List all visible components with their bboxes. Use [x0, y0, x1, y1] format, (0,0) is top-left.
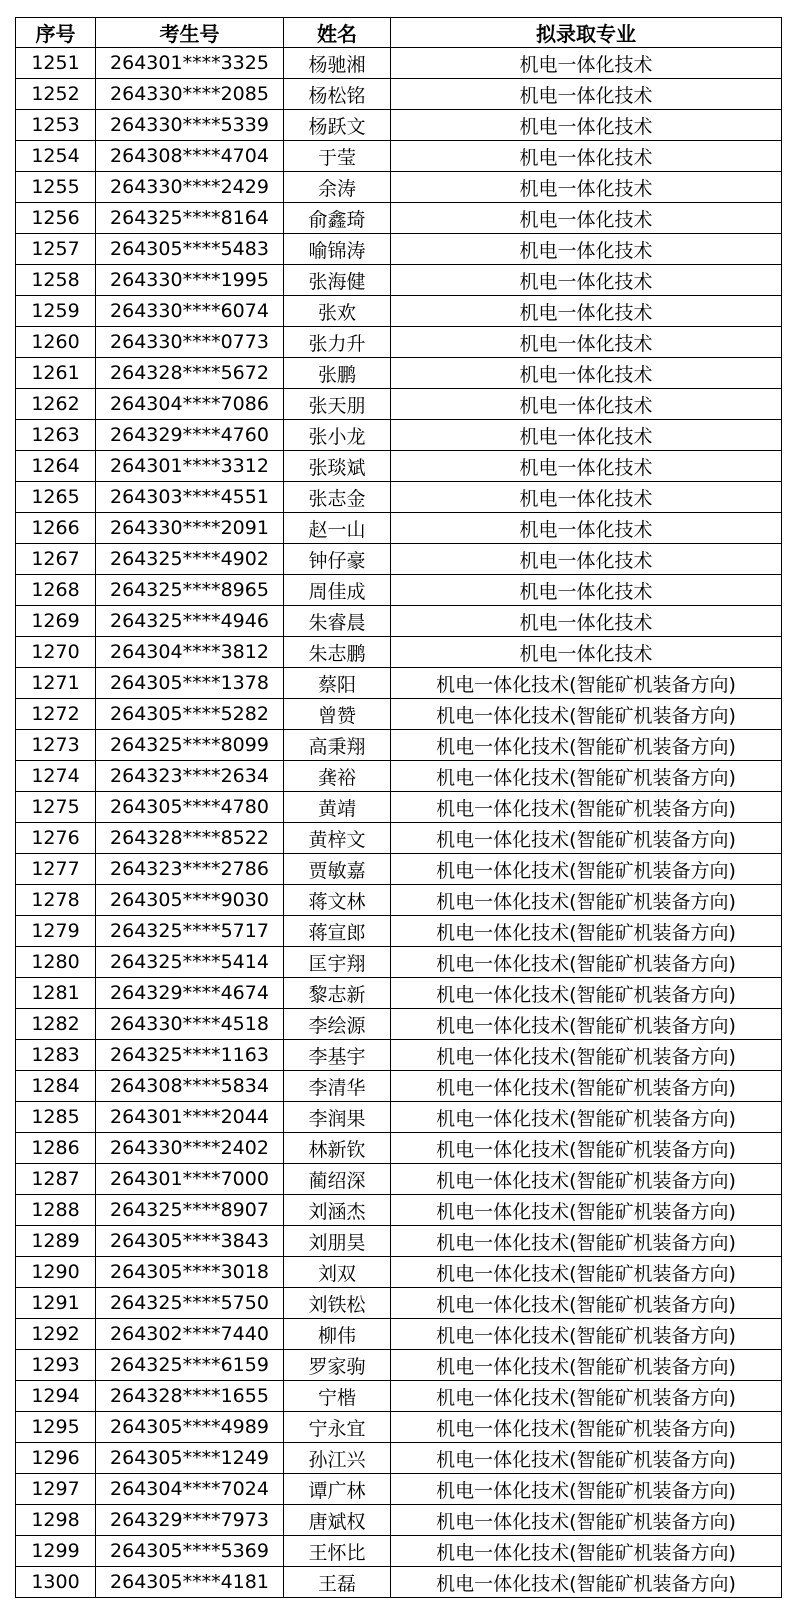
cell-name: 张欢	[284, 296, 391, 327]
cell-seq: 1266	[16, 513, 96, 544]
table-row	[16, 606, 782, 637]
header-name: 姓名	[284, 18, 391, 48]
cell-major: 机电一体化技术	[391, 110, 782, 141]
cell-seq: 1278	[16, 885, 96, 916]
table-row	[16, 1412, 782, 1443]
cell-major: 机电一体化技术	[391, 637, 782, 668]
table-row	[16, 1102, 782, 1133]
cell-exam-id: 264303****4551	[96, 482, 284, 513]
table-row	[16, 79, 782, 110]
cell-major: 机电一体化技术	[391, 420, 782, 451]
cell-seq: 1287	[16, 1164, 96, 1195]
table-row	[16, 296, 782, 327]
cell-major: 机电一体化技术(智能矿机装备方向)	[391, 1133, 782, 1164]
cell-exam-id: 264304****3812	[96, 637, 284, 668]
cell-name: 王怀比	[284, 1536, 391, 1567]
cell-exam-id: 264305****4780	[96, 792, 284, 823]
cell-seq: 1289	[16, 1226, 96, 1257]
cell-name: 张天朋	[284, 389, 391, 420]
cell-seq: 1288	[16, 1195, 96, 1226]
cell-seq: 1271	[16, 668, 96, 699]
cell-seq: 1256	[16, 203, 96, 234]
cell-major: 机电一体化技术(智能矿机装备方向)	[391, 1505, 782, 1536]
cell-major: 机电一体化技术(智能矿机装备方向)	[391, 1443, 782, 1474]
cell-seq: 1263	[16, 420, 96, 451]
admission-roster-table	[15, 17, 782, 1598]
cell-major: 机电一体化技术	[391, 327, 782, 358]
table-row	[16, 203, 782, 234]
cell-major: 机电一体化技术(智能矿机装备方向)	[391, 1195, 782, 1226]
table-row	[16, 978, 782, 1009]
cell-exam-id: 264325****8164	[96, 203, 284, 234]
table-row	[16, 482, 782, 513]
table-row	[16, 885, 782, 916]
cell-major: 机电一体化技术(智能矿机装备方向)	[391, 854, 782, 885]
cell-name: 蔺绍深	[284, 1164, 391, 1195]
cell-name: 朱志鹏	[284, 637, 391, 668]
table-row	[16, 1350, 782, 1381]
cell-seq: 1261	[16, 358, 96, 389]
cell-name: 宁永宜	[284, 1412, 391, 1443]
cell-exam-id: 264301****2044	[96, 1102, 284, 1133]
cell-exam-id: 264328****5672	[96, 358, 284, 389]
cell-exam-id: 264305****1378	[96, 668, 284, 699]
cell-seq: 1291	[16, 1288, 96, 1319]
cell-exam-id: 264305****5369	[96, 1536, 284, 1567]
cell-exam-id: 264330****2091	[96, 513, 284, 544]
cell-seq: 1293	[16, 1350, 96, 1381]
cell-seq: 1265	[16, 482, 96, 513]
cell-name: 刘铁松	[284, 1288, 391, 1319]
cell-major: 机电一体化技术(智能矿机装备方向)	[391, 1350, 782, 1381]
table-row	[16, 451, 782, 482]
cell-seq: 1296	[16, 1443, 96, 1474]
cell-major: 机电一体化技术(智能矿机装备方向)	[391, 1288, 782, 1319]
table-row	[16, 1071, 782, 1102]
cell-name: 龚裕	[284, 761, 391, 792]
cell-major: 机电一体化技术	[391, 389, 782, 420]
cell-major: 机电一体化技术(智能矿机装备方向)	[391, 730, 782, 761]
cell-exam-id: 264330****5339	[96, 110, 284, 141]
cell-name: 蒋文林	[284, 885, 391, 916]
cell-major: 机电一体化技术(智能矿机装备方向)	[391, 916, 782, 947]
cell-major: 机电一体化技术	[391, 513, 782, 544]
cell-name: 刘双	[284, 1257, 391, 1288]
table-row	[16, 1474, 782, 1505]
cell-major: 机电一体化技术(智能矿机装备方向)	[391, 1257, 782, 1288]
table-row	[16, 1195, 782, 1226]
cell-name: 黄靖	[284, 792, 391, 823]
cell-name: 刘涵杰	[284, 1195, 391, 1226]
table-row	[16, 947, 782, 978]
cell-major: 机电一体化技术(智能矿机装备方向)	[391, 1536, 782, 1567]
table-row	[16, 730, 782, 761]
cell-major: 机电一体化技术(智能矿机装备方向)	[391, 947, 782, 978]
table-row	[16, 420, 782, 451]
cell-exam-id: 264325****5750	[96, 1288, 284, 1319]
cell-seq: 1251	[16, 48, 96, 79]
table-row	[16, 389, 782, 420]
cell-name: 罗家驹	[284, 1350, 391, 1381]
table-row	[16, 327, 782, 358]
cell-seq: 1280	[16, 947, 96, 978]
table-row	[16, 1226, 782, 1257]
cell-exam-id: 264330****4518	[96, 1009, 284, 1040]
cell-major: 机电一体化技术	[391, 79, 782, 110]
cell-exam-id: 264301****7000	[96, 1164, 284, 1195]
cell-seq: 1279	[16, 916, 96, 947]
cell-exam-id: 264325****5717	[96, 916, 284, 947]
cell-seq: 1281	[16, 978, 96, 1009]
cell-exam-id: 264325****4946	[96, 606, 284, 637]
table-row	[16, 513, 782, 544]
cell-major: 机电一体化技术(智能矿机装备方向)	[391, 1102, 782, 1133]
cell-name: 喻锦涛	[284, 234, 391, 265]
cell-exam-id: 264308****5834	[96, 1071, 284, 1102]
cell-exam-id: 264305****1249	[96, 1443, 284, 1474]
cell-major: 机电一体化技术	[391, 482, 782, 513]
table-row	[16, 668, 782, 699]
cell-seq: 1285	[16, 1102, 96, 1133]
table-row	[16, 1040, 782, 1071]
cell-major: 机电一体化技术(智能矿机装备方向)	[391, 699, 782, 730]
table-row	[16, 854, 782, 885]
cell-exam-id: 264328****1655	[96, 1381, 284, 1412]
cell-seq: 1252	[16, 79, 96, 110]
cell-seq: 1294	[16, 1381, 96, 1412]
table-row	[16, 1288, 782, 1319]
cell-major: 机电一体化技术	[391, 141, 782, 172]
cell-major: 机电一体化技术(智能矿机装备方向)	[391, 978, 782, 1009]
cell-name: 于莹	[284, 141, 391, 172]
cell-seq: 1272	[16, 699, 96, 730]
cell-exam-id: 264305****3018	[96, 1257, 284, 1288]
cell-name: 张鹏	[284, 358, 391, 389]
cell-major: 机电一体化技术(智能矿机装备方向)	[391, 1319, 782, 1350]
table-row	[16, 1567, 782, 1598]
cell-seq: 1259	[16, 296, 96, 327]
table-row	[16, 916, 782, 947]
cell-name: 黄梓文	[284, 823, 391, 854]
cell-name: 钟仔豪	[284, 544, 391, 575]
cell-name: 高秉翔	[284, 730, 391, 761]
table-row	[16, 823, 782, 854]
cell-major: 机电一体化技术(智能矿机装备方向)	[391, 1567, 782, 1598]
cell-major: 机电一体化技术	[391, 358, 782, 389]
cell-major: 机电一体化技术(智能矿机装备方向)	[391, 1381, 782, 1412]
cell-seq: 1292	[16, 1319, 96, 1350]
cell-name: 林新钦	[284, 1133, 391, 1164]
cell-major: 机电一体化技术(智能矿机装备方向)	[391, 1412, 782, 1443]
cell-major: 机电一体化技术(智能矿机装备方向)	[391, 792, 782, 823]
table-row	[16, 1319, 782, 1350]
header-seq: 序号	[16, 18, 96, 48]
cell-seq: 1268	[16, 575, 96, 606]
cell-exam-id: 264305****5483	[96, 234, 284, 265]
cell-exam-id: 264330****0773	[96, 327, 284, 358]
cell-exam-id: 264325****6159	[96, 1350, 284, 1381]
table-row	[16, 1133, 782, 1164]
cell-seq: 1299	[16, 1536, 96, 1567]
table-header	[16, 18, 782, 48]
cell-exam-id: 264308****4704	[96, 141, 284, 172]
cell-name: 孙江兴	[284, 1443, 391, 1474]
cell-seq: 1254	[16, 141, 96, 172]
cell-seq: 1255	[16, 172, 96, 203]
table-body	[16, 48, 782, 1598]
cell-major: 机电一体化技术(智能矿机装备方向)	[391, 1474, 782, 1505]
cell-exam-id: 264325****5414	[96, 947, 284, 978]
table-row	[16, 544, 782, 575]
cell-seq: 1260	[16, 327, 96, 358]
cell-exam-id: 264330****2402	[96, 1133, 284, 1164]
cell-exam-id: 264325****8965	[96, 575, 284, 606]
table-row	[16, 575, 782, 606]
cell-major: 机电一体化技术	[391, 606, 782, 637]
cell-exam-id: 264323****2786	[96, 854, 284, 885]
table-row	[16, 141, 782, 172]
cell-seq: 1295	[16, 1412, 96, 1443]
cell-name: 谭广林	[284, 1474, 391, 1505]
cell-name: 刘朋昊	[284, 1226, 391, 1257]
cell-name: 赵一山	[284, 513, 391, 544]
cell-seq: 1277	[16, 854, 96, 885]
cell-name: 李清华	[284, 1071, 391, 1102]
cell-name: 张琰斌	[284, 451, 391, 482]
cell-name: 杨松铭	[284, 79, 391, 110]
table-row	[16, 48, 782, 79]
cell-major: 机电一体化技术(智能矿机装备方向)	[391, 823, 782, 854]
cell-exam-id: 264301****3325	[96, 48, 284, 79]
cell-name: 俞鑫琦	[284, 203, 391, 234]
cell-exam-id: 264305****9030	[96, 885, 284, 916]
cell-major: 机电一体化技术(智能矿机装备方向)	[391, 1071, 782, 1102]
cell-exam-id: 264304****7086	[96, 389, 284, 420]
cell-name: 蒋宣郎	[284, 916, 391, 947]
table-row	[16, 110, 782, 141]
cell-exam-id: 264329****7973	[96, 1505, 284, 1536]
cell-major: 机电一体化技术(智能矿机装备方向)	[391, 1226, 782, 1257]
header-exam-id: 考生号	[96, 18, 284, 48]
cell-seq: 1275	[16, 792, 96, 823]
cell-exam-id: 264329****4674	[96, 978, 284, 1009]
cell-name: 贾敏嘉	[284, 854, 391, 885]
table-row	[16, 792, 782, 823]
cell-exam-id: 264330****2429	[96, 172, 284, 203]
cell-name: 李基宇	[284, 1040, 391, 1071]
cell-seq: 1283	[16, 1040, 96, 1071]
cell-name: 张海健	[284, 265, 391, 296]
cell-seq: 1290	[16, 1257, 96, 1288]
table-row	[16, 358, 782, 389]
cell-exam-id: 264305****5282	[96, 699, 284, 730]
cell-major: 机电一体化技术(智能矿机装备方向)	[391, 1009, 782, 1040]
cell-major: 机电一体化技术	[391, 203, 782, 234]
header-row	[16, 18, 782, 48]
cell-exam-id: 264330****6074	[96, 296, 284, 327]
cell-seq: 1276	[16, 823, 96, 854]
cell-seq: 1262	[16, 389, 96, 420]
cell-exam-id: 264325****1163	[96, 1040, 284, 1071]
cell-seq: 1284	[16, 1071, 96, 1102]
header-major: 拟录取专业	[391, 18, 782, 48]
cell-seq: 1300	[16, 1567, 96, 1598]
cell-name: 蔡阳	[284, 668, 391, 699]
cell-name: 李绘源	[284, 1009, 391, 1040]
cell-exam-id: 264330****1995	[96, 265, 284, 296]
cell-major: 机电一体化技术	[391, 575, 782, 606]
table-row	[16, 265, 782, 296]
cell-seq: 1269	[16, 606, 96, 637]
cell-major: 机电一体化技术	[391, 451, 782, 482]
cell-major: 机电一体化技术	[391, 48, 782, 79]
table-row	[16, 1536, 782, 1567]
cell-seq: 1286	[16, 1133, 96, 1164]
cell-seq: 1298	[16, 1505, 96, 1536]
cell-seq: 1273	[16, 730, 96, 761]
cell-name: 朱睿晨	[284, 606, 391, 637]
cell-seq: 1267	[16, 544, 96, 575]
cell-name: 李润果	[284, 1102, 391, 1133]
cell-exam-id: 264305****4181	[96, 1567, 284, 1598]
cell-seq: 1253	[16, 110, 96, 141]
cell-seq: 1258	[16, 265, 96, 296]
cell-major: 机电一体化技术	[391, 234, 782, 265]
cell-name: 杨跃文	[284, 110, 391, 141]
cell-exam-id: 264304****7024	[96, 1474, 284, 1505]
cell-name: 黎志新	[284, 978, 391, 1009]
table-row	[16, 1009, 782, 1040]
table-row	[16, 637, 782, 668]
cell-seq: 1264	[16, 451, 96, 482]
cell-exam-id: 264330****2085	[96, 79, 284, 110]
cell-name: 柳伟	[284, 1319, 391, 1350]
cell-name: 张小龙	[284, 420, 391, 451]
cell-exam-id: 264328****8522	[96, 823, 284, 854]
cell-exam-id: 264325****8099	[96, 730, 284, 761]
cell-major: 机电一体化技术(智能矿机装备方向)	[391, 668, 782, 699]
cell-exam-id: 264329****4760	[96, 420, 284, 451]
cell-exam-id: 264305****4989	[96, 1412, 284, 1443]
cell-name: 周佳成	[284, 575, 391, 606]
cell-exam-id: 264325****4902	[96, 544, 284, 575]
cell-name: 张力升	[284, 327, 391, 358]
cell-name: 唐斌权	[284, 1505, 391, 1536]
table-row	[16, 761, 782, 792]
cell-major: 机电一体化技术(智能矿机装备方向)	[391, 1040, 782, 1071]
table-row	[16, 172, 782, 203]
table-row	[16, 1443, 782, 1474]
table-row	[16, 234, 782, 265]
cell-name: 宁楷	[284, 1381, 391, 1412]
cell-exam-id: 264325****8907	[96, 1195, 284, 1226]
cell-seq: 1257	[16, 234, 96, 265]
table-row	[16, 1164, 782, 1195]
cell-exam-id: 264323****2634	[96, 761, 284, 792]
cell-major: 机电一体化技术	[391, 265, 782, 296]
cell-exam-id: 264302****7440	[96, 1319, 284, 1350]
cell-name: 王磊	[284, 1567, 391, 1598]
table-row	[16, 1257, 782, 1288]
cell-name: 匡宇翔	[284, 947, 391, 978]
cell-major: 机电一体化技术	[391, 172, 782, 203]
cell-exam-id: 264301****3312	[96, 451, 284, 482]
cell-major: 机电一体化技术(智能矿机装备方向)	[391, 1164, 782, 1195]
cell-seq: 1274	[16, 761, 96, 792]
cell-major: 机电一体化技术(智能矿机装备方向)	[391, 761, 782, 792]
cell-major: 机电一体化技术	[391, 544, 782, 575]
cell-seq: 1270	[16, 637, 96, 668]
cell-name: 张志金	[284, 482, 391, 513]
cell-seq: 1282	[16, 1009, 96, 1040]
cell-name: 曾赞	[284, 699, 391, 730]
table-row	[16, 1381, 782, 1412]
cell-name: 余涛	[284, 172, 391, 203]
cell-seq: 1297	[16, 1474, 96, 1505]
table-row	[16, 1505, 782, 1536]
cell-exam-id: 264305****3843	[96, 1226, 284, 1257]
cell-name: 杨驰湘	[284, 48, 391, 79]
cell-major: 机电一体化技术	[391, 296, 782, 327]
table-row	[16, 699, 782, 730]
cell-major: 机电一体化技术(智能矿机装备方向)	[391, 885, 782, 916]
